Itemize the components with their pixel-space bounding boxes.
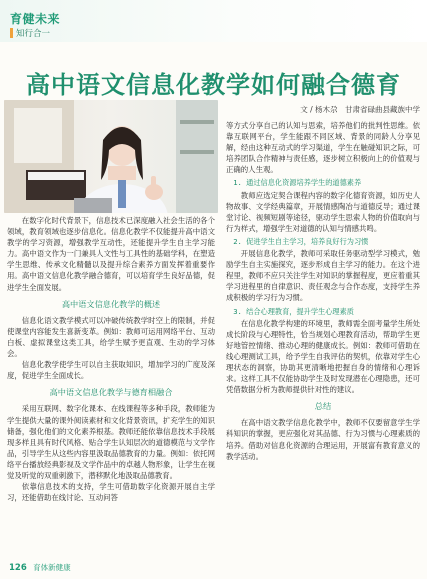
body-paragraph: 在高中语文教学信息化教学中，教师不仅要留意学生学科知识的掌握，更应强化对其品德、行为习惯与心理素质的培养。借助对信息化资源的合理运用，开展富有教育意义的教学活动。 [226, 418, 420, 461]
author-line: 文 / 杨木尕 甘肃省碌曲县藏族中学 [300, 105, 420, 114]
body-paragraph: 信息化语文教学模式可以冲破传统教学时空上的限制，并促使课堂内容能发生喜新变革。例如：教师可运用网络平台、互动白板、虚拟课堂这类工具，给学生赋予更直观、生动的学习体会。 [7, 315, 215, 359]
brand-name: 育健未来 [10, 12, 61, 26]
section-heading: 高中语文信息化教学与德育相融合 [49, 387, 173, 398]
sub-heading: 1. 通过信息化资源培养学生的道德素养 [233, 178, 362, 188]
brand-accent-bar [10, 28, 13, 38]
body-paragraph: 在信息化教学构建的环境里，教师需全面考量学生所处成长阶段与心理特性，恰当规划心理教育活动，帮助学生更好地管控情绪、推动心理的健康成长。例如：教师可借助在线心理测试工具，给予学生自我评估的契机，依靠对学生心理状态的洞察，协助其更清晰地把握自身的情绪和心理诉求。这样工具不仅能协助学生及时发现潜在心理隐患，还可凭借数据分析为教师提供针对性的建议。 [226, 318, 420, 395]
body-paragraph: 采用互联网、数字化课本、在线课程等多种手段，教师能为学生提供大量的课外阅读素材和文化背景资讯，扩充学生的知识储备，强化他们的文化素养根基。教师还能依靠信息技术手段展现多样且具有时代风格、贴合学生认知层次的道德模范与文学作品，引导学生从这些内容里汲取品德教育的力量。例如：依托网络平台播放经典影视及文学作品中的卓越人物形象，让学生在视觉及听觉的双重刺激下，潜移默化地汲取品德教育。 [7, 404, 215, 480]
page-number: 126 [9, 563, 27, 573]
sub-heading: 3. 结合心理教育，提升学生心理素质 [233, 306, 354, 316]
sub-heading: 2. 促进学生自主学习，培养良好行为习惯 [233, 236, 369, 246]
body-paragraph: 等方式分享自己的认知与思索，培养他们的批判性思维。依靠互联网平台，学生能跟不同区域、背景的同龄人分享见解，经由这种互动式的学习渠道，学生在触碰知识之际，可培养团队合作精神与责任感，逐步树立积极向上的价值观与正确的人生观。 [226, 121, 420, 175]
footer [9, 562, 71, 573]
body-paragraph: 依靠信息技术的支持，学生可借助数字化资源开展自主学习，还能借助在线讨论、互动问答 [7, 482, 215, 503]
page-title: 高中语文信息化教学如何融合德育 [26, 71, 401, 99]
section-heading: 高中语文信息化教学的概述 [61, 298, 161, 309]
intro-paragraph: 在数字化时代背景下，信息技术已深度融入社会生活的各个领域，教育领域也逐步信息化。信息化教学不仅能提升高中语文教学的学习资源，增强教学互动性，还能提升学生自主学习能力。高中语文作为一门兼具人文性与工具性的基础学科，在塑造学生思维、传承文化精髓以及提升综合素养方面发挥着重要作用。高中语文信息化教学融合德育，可以培育学生良好品德，促进学生全面发展。 [7, 216, 215, 292]
body-paragraph: 开展信息化教学，教师可采取任务驱动型学习模式，勉励学生自主实施探究，逐步形成自主学习的能力。在这个进程里，教师不应只关注学生对知识的掌握程度，更应着重其学习进程里的自律意识、责任观念与合作态度，支持学生养成积极的学习行为习惯。 [226, 249, 420, 303]
left-column [7, 215, 215, 503]
teacher-photo-icon [4, 100, 218, 213]
conclusion-heading: 总结 [314, 401, 332, 412]
body-paragraph: 信息化教学使学生可以自主获取知识，增加学习的广度及深度，促进学生全面成长。 [7, 360, 215, 381]
column-name: 知行合一 [16, 29, 51, 39]
teacher-photo [4, 100, 218, 213]
body-paragraph: 教师应选定契合课程内容的数字化德育资源，如历史人物故事、文学经典篇章，开展情感陶冶与道德反导；通过课堂讨论、视频短剧等途径，驱动学生思索人物的价值取向与行为样式，增强学生对道德的认知与情感共鸣。 [226, 190, 420, 233]
brand-box [6, 10, 76, 40]
magazine-name: 育体新健康 [33, 563, 71, 572]
right-column [226, 120, 420, 462]
